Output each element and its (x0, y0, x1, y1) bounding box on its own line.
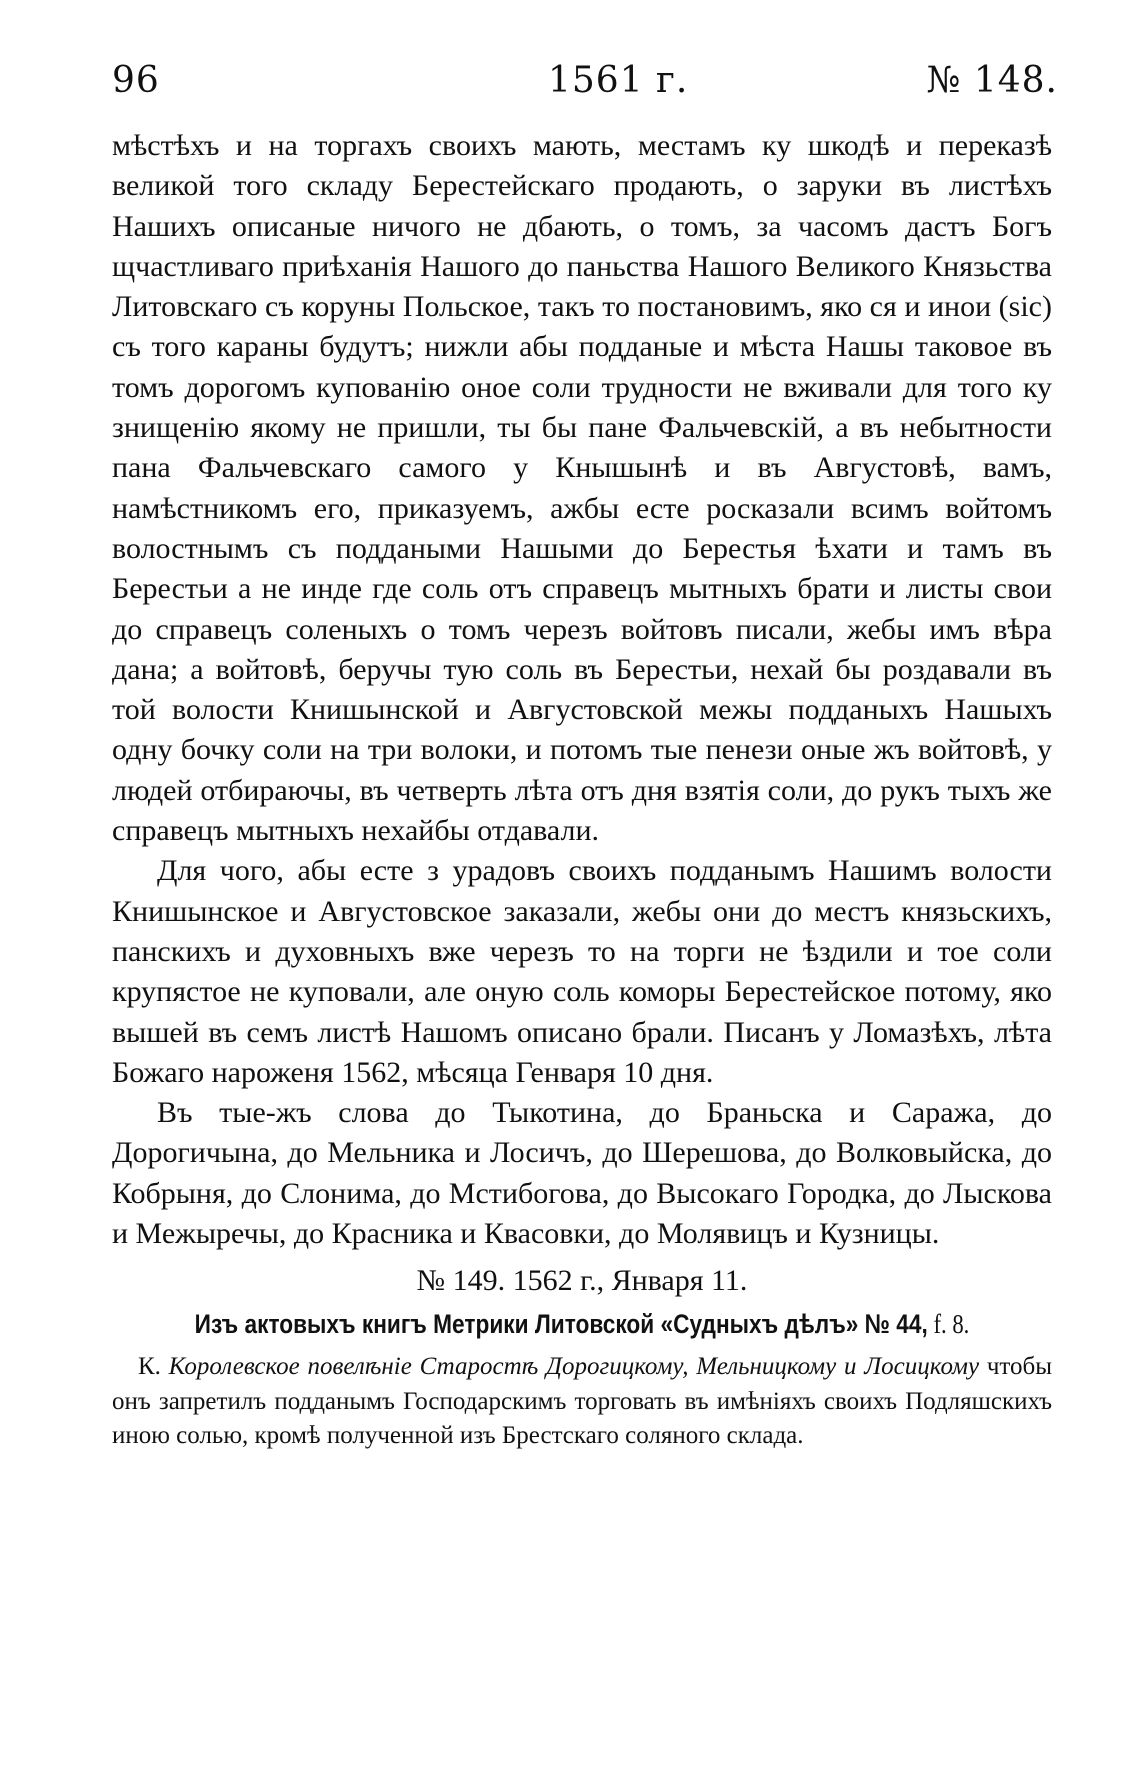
source-folio: f. 8. (927, 1309, 970, 1340)
body-paragraph-1: мѣстѣхъ и на торгахъ своихъ мають, местамъ ку шкодѣ и переказѣ великой того складу Берестейскаго продають, о заруки въ листѣхъ Нашихъ описаные ничого не дбають, о томъ, за часомъ дастъ Богъ щчастливаго приѣханія Нашого до паньства Нашого Великого Князьства Литовскаго съ коруны Польское, такъ то постановимъ, яко ся и инои (sic) съ того караны будутъ; нижли абы подданые и мѣста Нашы таковое въ томъ дорогомъ купованію оное соли трудности не вживали для того ку знищенію якому не пришли, ты бы пане Фальчевскій, а въ небытности пана Фальчевскаго самого у Кнышынѣ и въ Августовѣ, вамъ, намѣстникомъ его, приказуемъ, ажбы есте росказали всимъ войтомъ волостнымъ съ поддаными Нашыми до Берестья ѣхати и тамъ въ Берестьи а не инде где соль отъ справецъ мытныхъ брати и листы свои до справецъ соленыхъ о томъ черезъ войтовъ писали, жебы имъ вѣра дана; а войтовѣ, беручы тую соль въ Берестьи, нехай бы роздавали въ той волости Книшынской и Августовской межы подданыхъ Нашыхъ одну бочку соли на три волоки, и потомъ тые пенези оные жъ войтовѣ, у людей отбираючы, въ четверть лѣта отъ дня взятія соли, до рукъ тыхъ же справецъ мытныхъ нехайбы отдавали. (112, 129, 1052, 848)
summary-mark: К. (138, 1353, 161, 1381)
header-document-number: № 148. (926, 60, 1058, 101)
running-head (112, 60, 1058, 112)
document-page (112, 60, 1058, 1454)
source-citation-bold: Изъ актовыхъ книгъ Метрики Литовской «Судныхъ дѣлъ» № 44, (194, 1309, 928, 1340)
source-citation (187, 1302, 977, 1346)
header-year: 1561 г. (548, 60, 689, 101)
body-paragraph-3: Въ тые-жъ слова до Тыкотина, до Браньска и Саража, до Дорогичына, до Мельника и Лосичъ, до Шерешова, до Волковыйска, до Кобрыня, до Слонима, до Мстибогова, до Высокаго Городка, до Лыскова и Межыречы, до Красника и Квасовки, до Молявицъ и Кузницы. (112, 1096, 1052, 1251)
document-body (112, 126, 1052, 1254)
page-number: 96 (112, 60, 160, 101)
next-document-heading: № 149. 1562 г., Января 11. (416, 1264, 748, 1298)
summary-italic: Королевское повелѣніе Старостѣ Дорогицкому, Мельницкому и Лосицкому (168, 1353, 980, 1381)
body-paragraph-2: Для чого, абы есте з урадовъ своихъ подданымъ Нашимъ волости Книшынское и Августовское заказали, жебы они до местъ князьскихъ, панскихъ и духовныхъ вже черезъ то на торги не ѣздили и тое соли крупястое не куповали, але оную соль коморы Берестейское потому, яко вышей въ семъ листѣ Нашомъ описано брали. Писанъ у Ломазѣхъ, лѣта Божаго нароженя 1562, мѣсяца Генваря 10 дня. (112, 854, 1052, 1089)
document-summary (112, 1350, 1052, 1454)
summary-text: чтобы онъ запретилъ подданымъ Господарскимъ торговать въ имѣніяхъ своихъ Подляшскихъ иною солью, кромѣ полученной изъ Брестскаго соляного склада. (112, 1353, 1052, 1450)
